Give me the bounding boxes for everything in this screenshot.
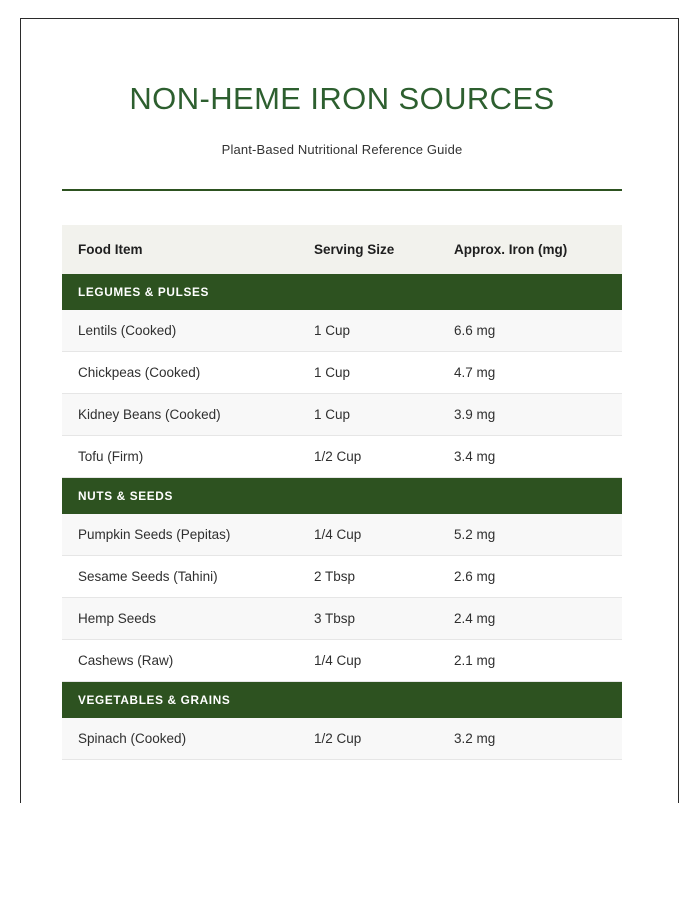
table-row [62,555,622,597]
iron-sources-table [62,225,622,760]
column-header-food: Food Item [62,225,314,274]
table-row [62,310,622,352]
cell-food: Sesame Seeds (Tahini) [62,555,314,597]
table-row [62,435,622,477]
cell-food: Cashews (Raw) [62,639,314,681]
column-header-iron: Approx. Iron (mg) [454,225,622,274]
table-row [62,639,622,681]
category-row [62,477,622,514]
cell-food: Hemp Seeds [62,597,314,639]
cell-food: Pumpkin Seeds (Pepitas) [62,514,314,556]
page-content [62,19,622,760]
category-label: VEGETABLES & GRAINS [62,681,622,718]
cell-food: Kidney Beans (Cooked) [62,393,314,435]
cell-iron: 2.1 mg [454,639,622,681]
cell-serving: 1/2 Cup [314,435,454,477]
cell-iron: 5.2 mg [454,514,622,556]
cell-food: Lentils (Cooked) [62,310,314,352]
cell-serving: 1 Cup [314,310,454,352]
cell-serving: 1/2 Cup [314,718,454,760]
cell-food: Tofu (Firm) [62,435,314,477]
cell-iron: 3.2 mg [454,718,622,760]
table-row [62,393,622,435]
cell-iron: 4.7 mg [454,351,622,393]
category-row [62,681,622,718]
cell-serving: 3 Tbsp [314,597,454,639]
column-header-serving: Serving Size [314,225,454,274]
cell-iron: 6.6 mg [454,310,622,352]
cell-iron: 3.4 mg [454,435,622,477]
table-row [62,718,622,760]
cell-food: Chickpeas (Cooked) [62,351,314,393]
category-label: NUTS & SEEDS [62,477,622,514]
title-divider [62,189,622,191]
table-row [62,351,622,393]
table-body [62,274,622,760]
page-subtitle: Plant-Based Nutritional Reference Guide [221,141,463,157]
cell-serving: 1 Cup [314,393,454,435]
cell-iron: 2.4 mg [454,597,622,639]
document-page [20,18,679,803]
table-row [62,597,622,639]
cell-iron: 3.9 mg [454,393,622,435]
table-row [62,514,622,556]
category-label: LEGUMES & PULSES [62,274,622,310]
table-header [62,225,622,274]
cell-serving: 1/4 Cup [314,514,454,556]
cell-food: Spinach (Cooked) [62,718,314,760]
category-row [62,274,622,310]
cell-iron: 2.6 mg [454,555,622,597]
cell-serving: 1/4 Cup [314,639,454,681]
cell-serving: 2 Tbsp [314,555,454,597]
cell-serving: 1 Cup [314,351,454,393]
table-header-row [62,225,622,274]
page-title: NON-HEME IRON SOURCES [129,81,555,116]
